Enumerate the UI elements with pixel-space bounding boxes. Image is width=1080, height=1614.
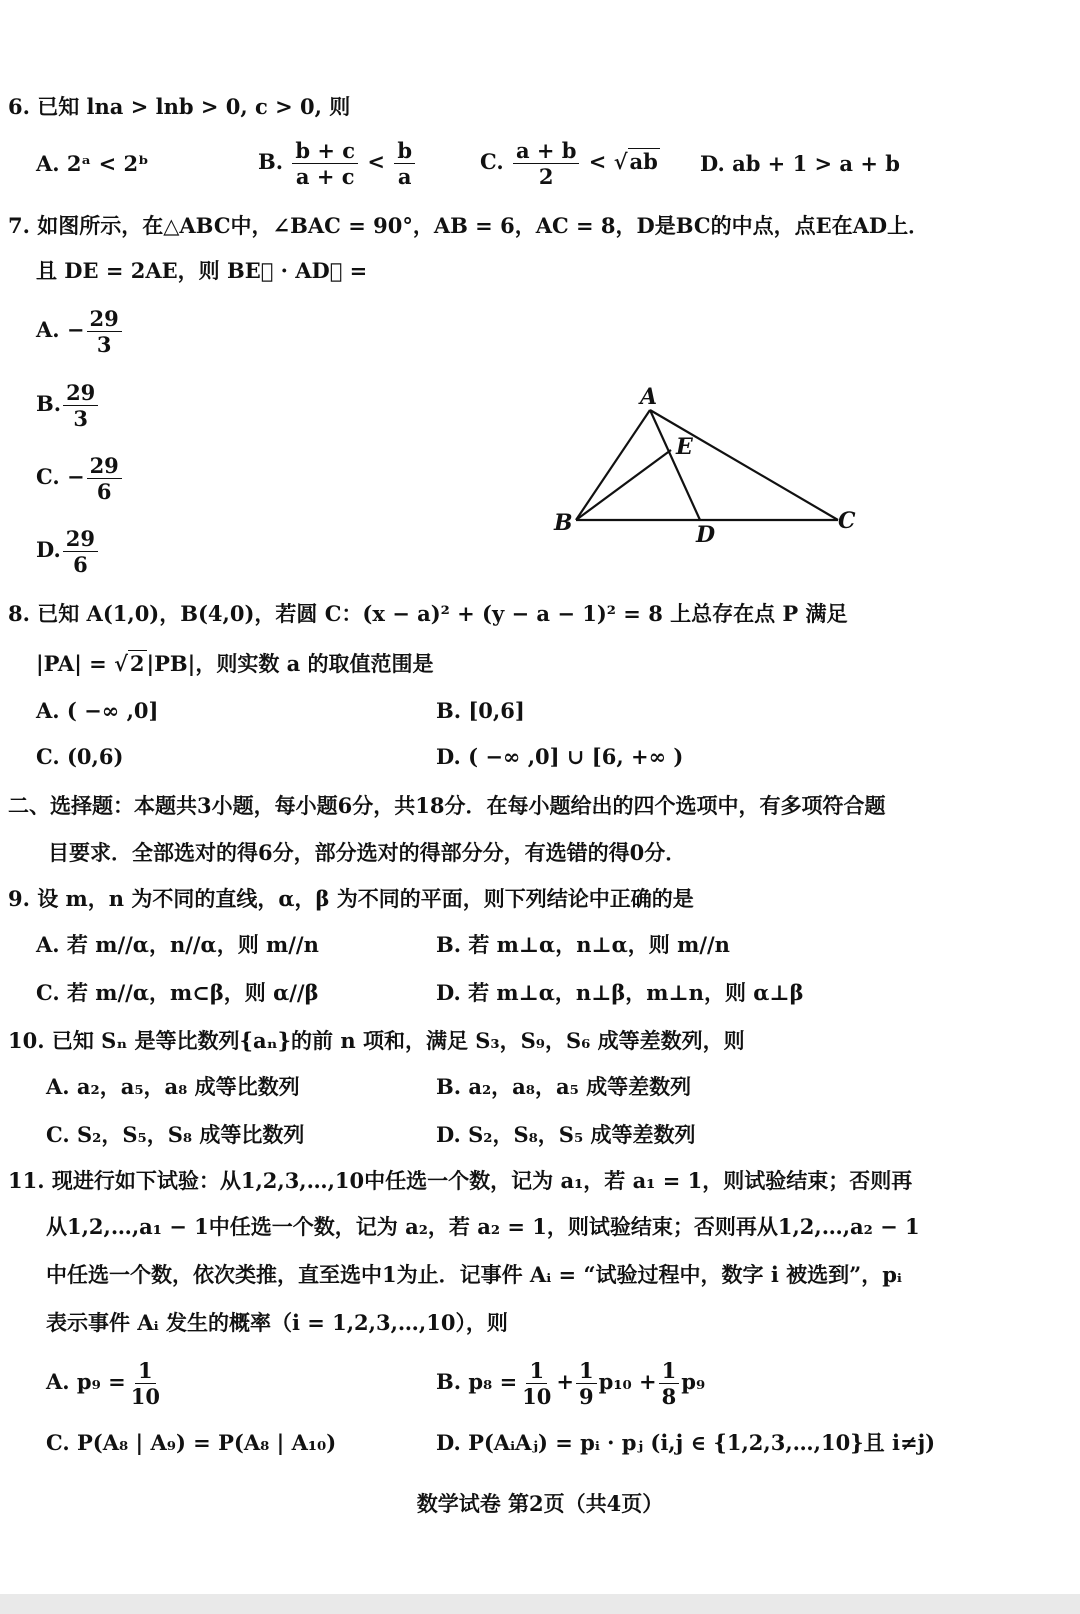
q9-stem: 9. 设 m，n 为不同的直线，α，β 为不同的平面，则下列结论中正确的是 [8, 886, 694, 911]
q11-b-mid: p₁₀ + [598, 1369, 657, 1394]
scan-bottom-edge [0, 1594, 1080, 1614]
label-a: A [640, 384, 658, 410]
q6-option-a: A. 2ᵃ < 2ᵇ [36, 151, 149, 176]
q6-c-num: a + b [513, 140, 580, 164]
q7-b-den: 3 [73, 406, 88, 431]
q11-a-num: 1 [135, 1360, 156, 1384]
q6-b-rel: < [367, 149, 385, 174]
q10-option-c: C. S₂，S₅，S₈ 成等比数列 [46, 1122, 305, 1147]
q10-option-d: D. S₂，S₈，S₅ 成等差数列 [436, 1122, 696, 1147]
q7-b-prefix: B. [36, 391, 62, 416]
q11-b-n3: 1 [659, 1360, 680, 1384]
q6-b-num1: b + c [292, 140, 358, 164]
q7-c-den: 6 [96, 479, 112, 504]
q7-option-a [36, 308, 124, 355]
q7-d-prefix: D. [36, 537, 61, 562]
q11-a-den: 10 [130, 1384, 160, 1409]
q11-option-b [436, 1360, 705, 1407]
q7-stem-line1: 7. 如图所示，在△ABC中，∠BAC = 90°，AB = 6，AC = 8，D是BC的中点，点E在AD上． [8, 213, 930, 238]
q11-option-a [46, 1360, 165, 1407]
page-footer: 数学试卷 第2页（共4页） [416, 1491, 664, 1516]
q6-option-d: D. ab + 1 > a + b [700, 151, 900, 176]
q6-b-den1: a + c [295, 164, 355, 189]
q10-option-b: B. a₂，a₈，a₅ 成等差数列 [436, 1074, 692, 1099]
q7-a-den: 3 [96, 332, 112, 357]
label-b: B [554, 510, 573, 536]
q11-b-d3: 8 [661, 1384, 677, 1409]
q6-b-prefix: B. [258, 149, 284, 174]
q11-b-d2: 9 [579, 1384, 594, 1409]
q11-b-frac2 [576, 1360, 597, 1407]
q11-b-frac1 [519, 1360, 554, 1407]
q11-b-end: p₉ [681, 1369, 706, 1394]
q11-line2: 从1,2,…,a₁ − 1中任选一个数，记为 a₂，若 a₂ = 1，则试验结束；否则再从1,2,…,a₂ − 1 [46, 1214, 920, 1239]
q7-a-frac [87, 308, 122, 355]
segment-ad [650, 410, 700, 520]
section2-line1: 二、选择题：本题共3小题，每小题6分，共18分．在每小题给出的四个选项中，有多项符合题 [8, 793, 886, 818]
q7-d-num: 29 [63, 528, 98, 552]
q6-b-frac1 [292, 140, 358, 187]
q11-line4: 表示事件 Aᵢ 发生的概率（i = 1,2,3,…,10），则 [46, 1310, 508, 1335]
q9-option-a: A. 若 m//α，n//α，则 m//n [36, 932, 319, 957]
q6-option-c [480, 140, 660, 187]
q10-option-a: A. a₂，a₅，a₈ 成等比数列 [46, 1074, 300, 1099]
q11-b-n1: 1 [526, 1360, 547, 1384]
q7-d-frac [63, 528, 98, 575]
q7-c-frac [87, 455, 122, 502]
q8-option-d: D. ( −∞ ,0] ∪ [6, +∞ ) [436, 744, 684, 769]
q11-b-prefix: B. p₈ = [436, 1369, 518, 1394]
q6-c-prefix: C. [480, 149, 504, 174]
q11-line3: 中任选一个数，依次类推，直至选中1为止．记事件 Aᵢ = “试验过程中，数字 i 被选到”，pᵢ [46, 1262, 902, 1287]
q7-b-num: 29 [63, 382, 98, 406]
q6-c-rel: < [588, 149, 607, 174]
q9-option-c: C. 若 m//α，m⊂β，则 α//β [36, 980, 319, 1005]
q7-c-prefix: C. − [36, 464, 85, 489]
q7-d-den: 6 [73, 552, 88, 577]
q6-option-b [258, 140, 417, 187]
q11-option-c: C. P(A₈ | A₉) = P(A₈ | A₁₀) [46, 1430, 337, 1455]
edge-ac [650, 410, 838, 520]
edge-ab [576, 410, 650, 520]
q11-b-d1: 10 [522, 1384, 552, 1409]
q7-option-c [36, 455, 124, 502]
q8-stem-line1: 8. 已知 A(1,0)，B(4,0)，若圆 C：(x − a)² + (y − a − 1)² = 8 上总存在点 P 满足 [8, 601, 848, 626]
q7-b-frac [63, 382, 98, 429]
q8-option-a: A. ( −∞ ,0] [36, 698, 159, 723]
triangle-figure [554, 384, 880, 560]
q6-c-rad: ab [629, 149, 658, 174]
q11-b-plus1: + [556, 1369, 575, 1394]
q6-stem: 6. 已知 lna > lnb > 0, c > 0, 则 [8, 94, 351, 119]
q8-stem2-pre: |PA| = [36, 651, 115, 676]
q8-stem2-sqrt: √ [114, 651, 128, 676]
label-e: E [676, 434, 693, 460]
q11-line1: 11. 现进行如下试验：从1,2,3,…,10中任选一个数，记为 a₁，若 a₁ = 1，则试验结束；否则再 [8, 1168, 913, 1193]
q7-option-d [36, 528, 100, 575]
label-c: C [838, 508, 856, 534]
segment-be [576, 450, 671, 520]
q8-stem-line2 [36, 653, 434, 674]
q8-stem2-rad: 2 [129, 651, 145, 676]
q6-c-den: 2 [538, 164, 554, 189]
q11-a-prefix: A. p₉ = [46, 1369, 126, 1394]
q9-option-d: D. 若 m⊥α，n⊥β，m⊥n，则 α⊥β [436, 980, 804, 1005]
section2-line2: 目要求．全部选对的得6分，部分选对的得部分分，有选错的得0分． [48, 840, 687, 865]
q11-a-frac [128, 1360, 163, 1407]
q11-option-d: D. P(AᵢAⱼ) = pᵢ · pⱼ (i,j ∈ {1,2,3,…,10}且 i≠j) [436, 1430, 936, 1455]
q10-stem: 10. 已知 Sₙ 是等比数列{aₙ}的前 n 项和，满足 S₃，S₉，S₆ 成等差数列，则 [8, 1028, 745, 1053]
label-d: D [696, 522, 716, 548]
q6-b-num2: b [394, 140, 415, 164]
q9-option-b: B. 若 m⊥α，n⊥α，则 m//n [436, 932, 730, 957]
q7-option-b [36, 382, 100, 429]
q11-b-n2: 1 [576, 1360, 597, 1384]
q7-stem-line2: 且 DE = 2AE，则 BE⃗ · AD⃗ = [36, 258, 368, 283]
q6-c-sqrt: √ [613, 149, 628, 174]
q8-option-c: C. (0,6) [36, 744, 124, 769]
q6-b-frac2 [394, 140, 415, 187]
q7-a-num: 29 [87, 308, 122, 332]
q6-b-den2: a [397, 164, 412, 189]
q11-b-frac3 [659, 1360, 680, 1407]
q7-c-num: 29 [87, 455, 122, 479]
q6-c-frac [513, 140, 580, 187]
q8-stem2-post: |PB|，则实数 a 的取值范围是 [146, 651, 434, 676]
q8-option-b: B. [0,6] [436, 698, 525, 723]
q7-a-prefix: A. − [36, 317, 85, 342]
